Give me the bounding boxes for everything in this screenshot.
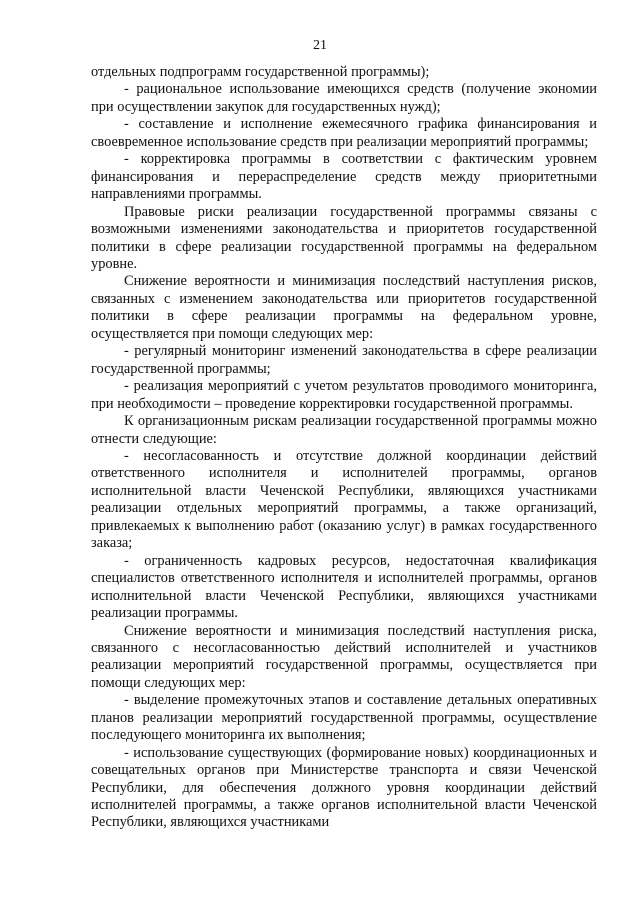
- paragraph: К организационным рискам реализации государственной программы можно отнести следующие:: [91, 413, 597, 447]
- paragraph: - реализация мероприятий с учетом результатов проводимого мониторинга, при необходимости – проведение корректировки государственной программы.: [91, 378, 597, 412]
- paragraph: - составление и исполнение ежемесячного графика финансирования и своевременное использование средств при реализации мероприятий программы;: [91, 116, 597, 150]
- page-number: 21: [313, 38, 327, 53]
- document-body: [91, 64, 597, 832]
- paragraph: - несогласованность и отсутствие должной координации действий ответственного исполнителя и исполнителей программы, органов исполнительной власти Чеченской Республики, являющихся участниками реализации отдельных мероприятий программы, а также организаций, привлекаемых к выполнению работ (оказанию услуг) в рамках государственного заказа;: [91, 447, 597, 552]
- paragraph: - рациональное использование имеющихся средств (получение экономии при осуществлении закупок для государственных нужд);: [91, 81, 597, 115]
- paragraph: - использование существующих (формирование новых) координационных и совещательных органов при Министерстве транспорта и связи Чеченской Республики, для обеспечения должного уровня координации действий исполнителей программы, а также органов исполнительной власти Чеченской Республики, являющихся участниками: [91, 744, 597, 831]
- paragraph: - ограниченность кадровых ресурсов, недостаточная квалификация специалистов ответственного исполнителя и исполнителей программы, органов исполнительной власти Чеченской Республики, являющихся участниками реализации программы.: [91, 552, 597, 622]
- paragraph: отдельных подпрограмм государственной программы);: [91, 64, 430, 80]
- paragraph: - регулярный мониторинг изменений законодательства в сфере реализации государственной программы;: [91, 343, 597, 377]
- paragraph: Снижение вероятности и минимизация последствий наступления риска, связанного с несогласованностью действий исполнителей и участников реализации мероприятий государственной программы, осуществляется при помощи следующих мер:: [91, 622, 597, 691]
- paragraph: - выделение промежуточных этапов и составление детальных оперативных планов реализации мероприятий государственной программы, осуществление последующего мониторинга их выполнения;: [91, 692, 597, 744]
- paragraph: - корректировка программы в соответствии с фактическим уровнем финансирования и перераспределение средств между приоритетными направлениями программы.: [91, 151, 597, 203]
- paragraph: Правовые риски реализации государственной программы связаны с возможными изменениями законодательства и приоритетов государственной политики в сфере реализации государственной программы на федеральном уровне.: [91, 203, 597, 272]
- paragraph: Снижение вероятности и минимизация последствий наступления рисков, связанных с изменением законодательства или приоритетов государственной политики в сфере реализации программы на федеральном уровне, осуществляется при помощи следующих мер:: [91, 273, 597, 342]
